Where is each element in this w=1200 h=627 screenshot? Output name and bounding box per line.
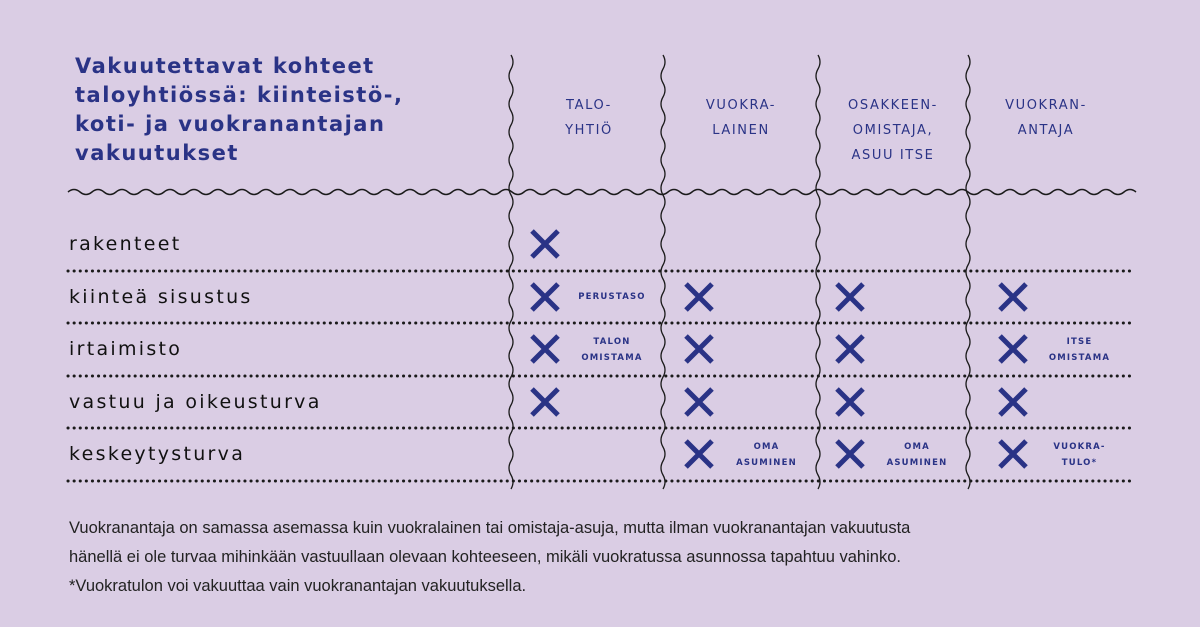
- x-mark-icon: [529, 334, 561, 364]
- row-label: kiinteä sisustus: [69, 286, 253, 308]
- cell-note-line: ITSE: [1066, 337, 1093, 347]
- footnote-line: hänellä ei ole turvaa mihinkään vastuullaan olevaan kohteeseen, mikäli vuokratussa asunnossa tapahtuu vahinko.: [69, 548, 901, 566]
- column-header: [976, 93, 1116, 143]
- column-header: [519, 93, 659, 143]
- cell-note: [563, 334, 661, 366]
- column-header-line: TALO-: [566, 98, 612, 113]
- cell-note: [717, 439, 816, 471]
- column-header-line: OMISTAJA,: [852, 123, 934, 138]
- page-title: [75, 52, 495, 168]
- cell-note-line: ASUMINEN: [736, 458, 797, 468]
- cell-note-line: OMISTAMA: [581, 353, 643, 363]
- row-label: keskeytysturva: [69, 443, 246, 465]
- cell-note: [868, 439, 966, 471]
- cell-note-line: ASUMINEN: [886, 458, 948, 468]
- cell-note: [1031, 439, 1128, 471]
- x-mark-icon: [997, 387, 1029, 417]
- x-mark-icon: [683, 334, 715, 364]
- cell-note-line: OMA: [904, 442, 930, 452]
- column-header-line: VUOKRA-: [705, 98, 777, 113]
- x-mark-icon: [529, 229, 561, 259]
- x-mark-icon: [997, 439, 1029, 469]
- column-divider: [966, 55, 970, 489]
- cell-note: [1031, 334, 1128, 366]
- row-label: irtaimisto: [69, 338, 183, 360]
- x-mark-icon: [683, 439, 715, 469]
- column-header-line: ANTAJA: [1017, 123, 1075, 138]
- footnote-line: Vuokranantaja on samassa asemassa kuin vuokralainen tai omistaja-asuja, mutta ilman vuokranantajan vakuutusta: [69, 519, 911, 537]
- x-mark-icon: [834, 387, 866, 417]
- cell-note-line: OMISTAMA: [1048, 353, 1111, 363]
- column-header-line: ASUU ITSE: [851, 148, 935, 163]
- header-wave-rule: [68, 190, 1136, 195]
- x-mark-icon: [529, 387, 561, 417]
- x-mark-icon: [997, 282, 1029, 312]
- cell-note-line: TALON: [593, 337, 631, 347]
- cell-note-line: TULO*: [1061, 458, 1098, 468]
- footnote: [69, 514, 1169, 601]
- x-mark-icon: [834, 439, 866, 469]
- column-header: [823, 93, 963, 168]
- column-header-line: YHTIÖ: [565, 123, 613, 138]
- cell-note: [563, 289, 661, 305]
- x-mark-icon: [834, 282, 866, 312]
- footnote-line: *Vuokratulon voi vakuuttaa vain vuokranantajan vakuutuksella.: [69, 577, 527, 595]
- cell-note-line: VUOKRA-: [1053, 442, 1106, 452]
- x-mark-icon: [683, 387, 715, 417]
- row-label: rakenteet: [69, 233, 182, 255]
- x-mark-icon: [529, 282, 561, 312]
- column-header-line: VUOKRAN-: [1005, 98, 1087, 113]
- cell-note-line: PERUSTASO: [578, 292, 646, 302]
- title-line: vakuutukset: [75, 141, 239, 165]
- title-line: Vakuutettavat kohteet: [75, 54, 375, 78]
- x-mark-icon: [834, 334, 866, 364]
- column-header-line: OSAKKEEN-: [848, 98, 938, 113]
- column-header-line: LAINEN: [712, 123, 770, 138]
- column-header: [671, 93, 811, 143]
- cell-note-line: OMA: [753, 442, 780, 452]
- x-mark-icon: [683, 282, 715, 312]
- title-line: taloyhtiössä: kiinteistö-,: [75, 83, 404, 107]
- x-mark-icon: [997, 334, 1029, 364]
- row-label: vastuu ja oikeusturva: [69, 391, 322, 413]
- column-divider: [661, 55, 665, 489]
- title-line: koti- ja vuokranantajan: [75, 112, 386, 136]
